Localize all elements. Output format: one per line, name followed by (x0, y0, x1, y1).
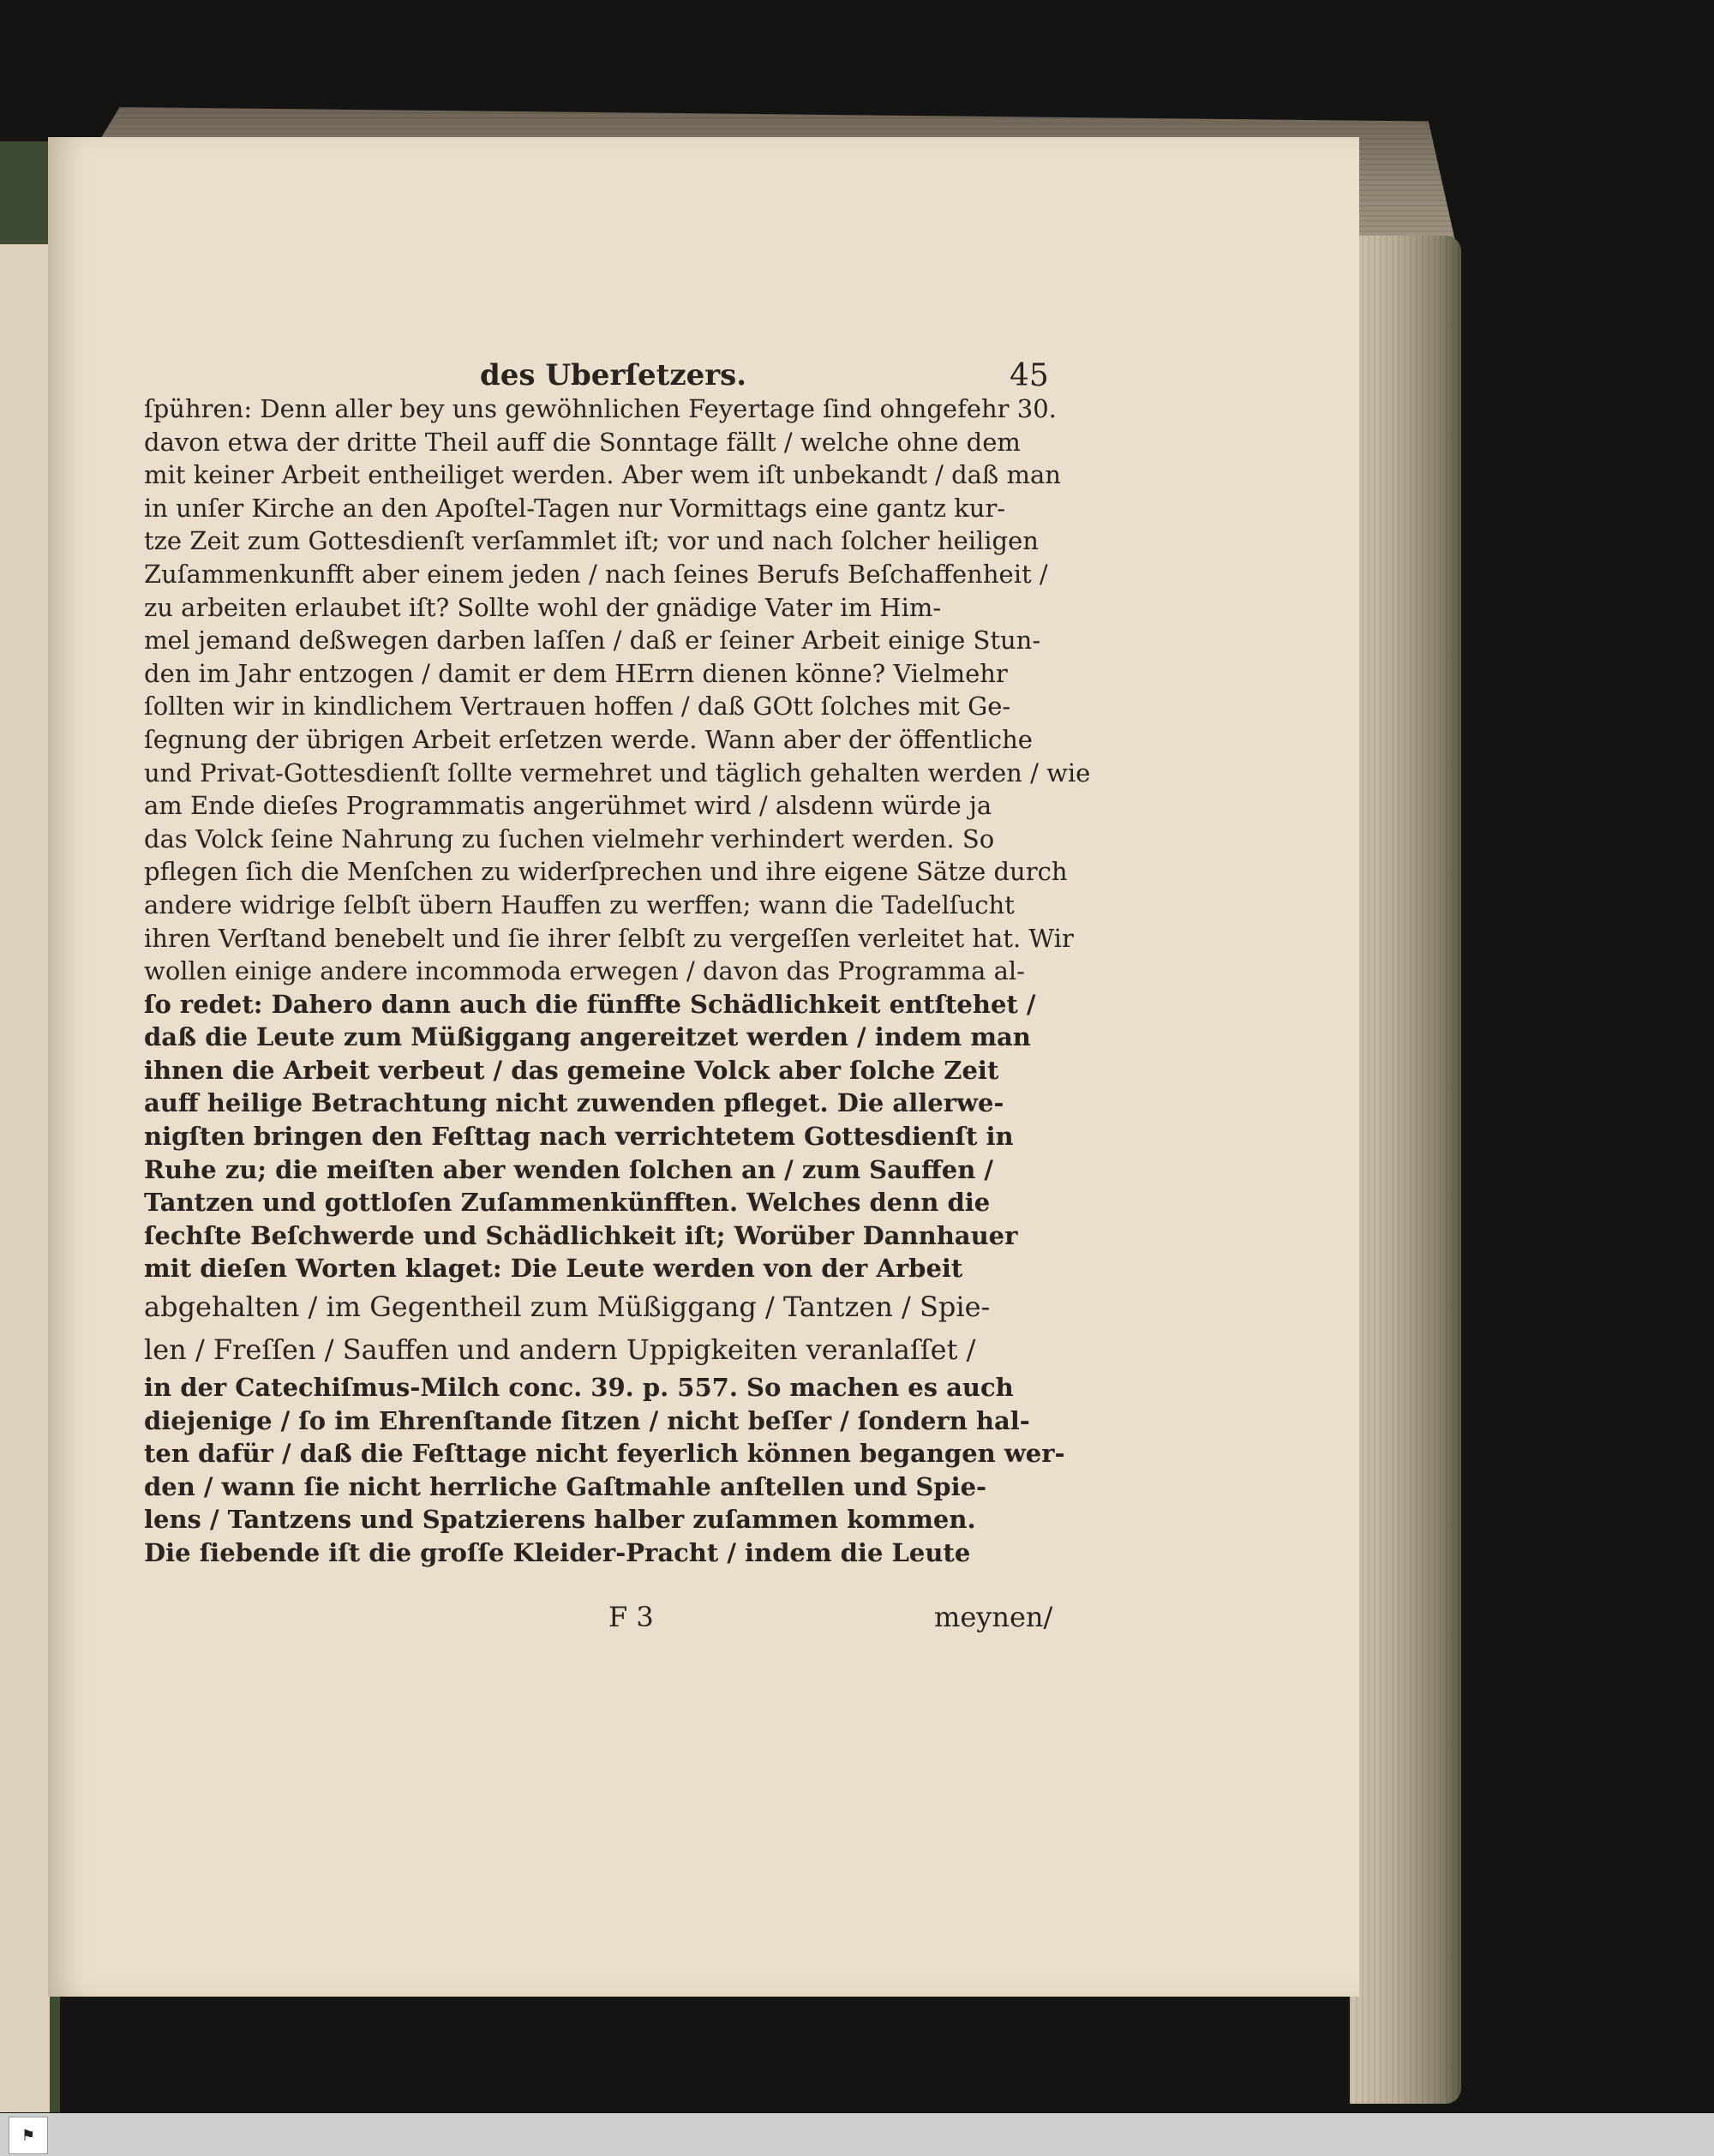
text-line: len / Freſſen / Sauffen und andern Uppigkeiten veranlaſſet / (144, 1333, 976, 1367)
text-line: ſo redet: Dahero dann auch die fünffte Schädlichkeit entſtehet / (144, 989, 1036, 1019)
text-line: den / wann ſie nicht herrliche Gaſtmahle anſtellen und Spie- (144, 1471, 987, 1501)
text-line: in unſer Kirche an den Apoſtel-Tagen nur Vormittags eine gantz kur- (144, 493, 1006, 523)
text-line: nigſten bringen den Feſttag nach verrichtetem Gottesdienſt in (144, 1122, 1014, 1152)
text-line: und Privat-Gottesdienſt ſollte vermehret und täglich gehalten werden / wie (144, 758, 1091, 788)
text-line: andere widrige ſelbſt übern Hauffen zu werffen; wann die Tadelſucht (144, 889, 1015, 919)
signature-mark: F 3 (608, 1601, 654, 1633)
text-line: davon etwa der dritte Theil auff die Sonntage fällt / welche ohne dem (144, 427, 1021, 457)
text-line: pflegen ſich die Menſchen zu widerſprechen und ihre eigene Sätze durch (144, 857, 1068, 887)
text-line: ſpühren: Denn aller bey uns gewöhnlichen Feyertage ſind ohngefehr 30. (144, 394, 1057, 423)
text-line: zu arbeiten erlaubet iſt? Sollte wohl der gnädige Vater im Him- (144, 592, 942, 622)
text-line: ſegnung der übrigen Arbeit erſetzen werde. Wann aber der öffentliche (144, 724, 1033, 754)
text-line: diejenige / ſo im Ehrenſtande ſitzen / nicht beſſer / ſondern hal- (144, 1405, 1030, 1435)
viewer-footer-bar (0, 2113, 1714, 2156)
left-page-edge (0, 244, 50, 2112)
text-line: mit dieſen Worten klaget: Die Leute werden von der Arbeit (144, 1254, 963, 1284)
text-line: ſechſte Beſchwerde und Schädlichkeit iſt; Worüber Dannhauer (144, 1220, 1018, 1250)
text-line: mel jemand deßwegen darben laſſen / daß er ſeiner Arbeit einige Stun- (144, 626, 1041, 656)
catchword: meynen/ (934, 1601, 1053, 1633)
text-line: mit keiner Arbeit entheiliget werden. Aber wem iſt unbekandt / daß man (144, 460, 1061, 490)
text-line: Zuſammenkunfft aber einem jeden / nach ſeines Berufs Beſchaffenheit / (144, 559, 1048, 589)
running-head: des Uberſetzers. (480, 358, 747, 392)
text-line: ten dafür / daß die Feſttage nicht feyerlich können begangen wer- (144, 1439, 1065, 1469)
page-number: 45 (1010, 358, 1049, 393)
text-line: Tantzen und gottloſen Zuſammenkünfften. Welches denn die (144, 1188, 991, 1218)
text-line: das Volck ſeine Nahrung zu ſuchen vielmehr verhindert werden. So (144, 823, 995, 853)
text-line: tze Zeit zum Gottesdienſt verſammlet iſt; vor und nach ſolcher heiligen (144, 526, 1039, 556)
text-line: ihren Verſtand benebelt und ſie ihrer ſelbſt zu vergeſſen verleitet hat. Wir (144, 923, 1074, 953)
text-line: auff heilige Betrachtung nicht zuwenden pfleget. Die allerwe- (144, 1088, 1004, 1118)
text-line: in der Catechiſmus-Milch conc. 39. p. 557. So machen es auch (144, 1373, 1014, 1403)
text-line: daß die Leute zum Müßiggang angereitzet werden / indem man (144, 1022, 1031, 1052)
text-line: lens / Tantzens und Spatzierens halber zuſammen kommen. (144, 1505, 976, 1535)
text-line: abgehalten / im Gegentheil zum Müßiggang / Tantzen / Spie- (144, 1291, 991, 1324)
text-line: Ruhe zu; die meiſten aber wenden ſolchen an / zum Sauffen / (144, 1154, 994, 1184)
text-line: Die ſiebende iſt die groſſe Kleider-Pracht / indem die Leute (144, 1538, 971, 1567)
text-line: ſollten wir in kindlichem Vertrauen hoffen / daß GOtt ſolches mit Ge- (144, 692, 1011, 722)
body-text (144, 392, 1091, 1570)
text-line: ihnen die Arbeit verbeut / das gemeine Volck aber ſolche Zeit (144, 1055, 999, 1085)
text-line: den im Jahr entzogen / damit er dem HErrn dienen könne? Vielmehr (144, 658, 1008, 688)
library-logo-icon: ⚑ (9, 2117, 48, 2154)
text-line: wollen einige andere incommoda erwegen / davon das Programma al- (144, 956, 1025, 986)
page-fore-edge (1350, 236, 1461, 2104)
text-line: am Ende dieſes Programmatis angerühmet wird / alsdenn würde ja (144, 791, 992, 821)
